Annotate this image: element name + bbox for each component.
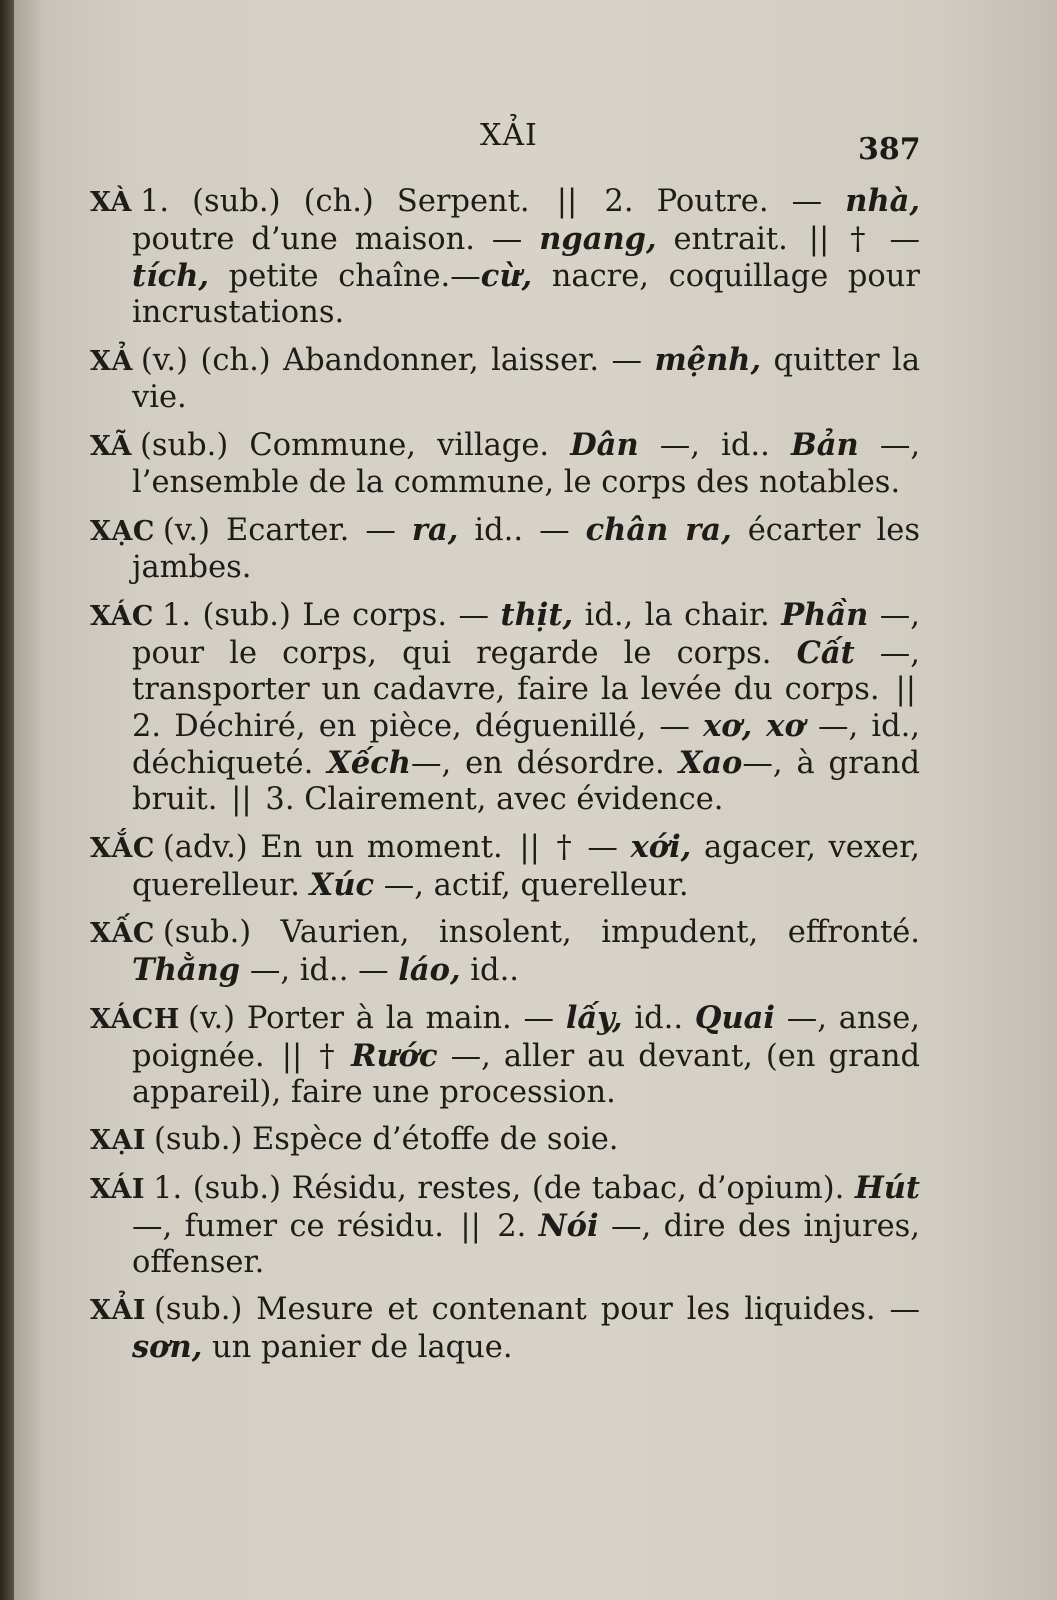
vietnamese-term: ra, [411,512,459,548]
vietnamese-term: sơn, [132,1329,203,1365]
definition-text: (sub.) Vaurien, insolent, impudent, effronté. [162,915,920,950]
definition-text: —, aller au devant, (en grand appareil), faire une procession. [132,1039,920,1110]
sense-separator: || [460,1209,481,1244]
definition-text: —, l’ensemble de la commune, le corps des notables. [132,428,921,500]
dictionary-entry [90,829,920,904]
vietnamese-term: ngang, [539,221,657,257]
definition-text: nacre, coquillage pour incrustations. [132,259,920,330]
definition-text: entrait. [656,222,805,257]
definition-text: (v.) Porter à la main. — [187,1001,566,1036]
entry-headword: XẮC [90,833,155,864]
vietnamese-term: thịt, [500,597,574,633]
sense-separator: || [519,830,540,865]
dictionary-entries [90,183,920,1377]
vietnamese-term: Xao [678,745,743,781]
dictionary-entry [90,1292,920,1366]
definition-text: poutre d’une maison. — [132,222,540,257]
book-spine-shadow [0,0,14,1600]
sense-separator: || [231,782,252,817]
definition-text: —, pour le corps, qui regarde le corps. [132,598,920,671]
sense-separator: || [808,222,830,257]
definition-text: —, id.. — [240,953,399,988]
definition-text: 2. Déchiré, en pièce, déguenillé, — [132,709,704,744]
vietnamese-term: xới, [630,829,692,865]
dictionary-entry [90,427,920,501]
definition-text: écarter les jambes. [132,513,920,585]
definition-text: (sub.) Commune, village. [139,428,571,463]
definition-text: 2. Poutre. — [581,184,846,219]
definition-text: (v.) Ecarter. — [162,513,412,548]
definition-text: agacer, vexer, querelleur. [132,830,920,903]
definition-text: petite chaîne.— [209,259,481,294]
dictionary-entry [90,512,920,586]
definition-text: 2. [484,1209,539,1244]
definition-text: —, dire des injures, offenser. [132,1209,920,1280]
vietnamese-term: Thằng [132,952,241,988]
entry-headword: XÁI [90,1174,146,1205]
vietnamese-term: Xúc [309,867,375,903]
definition-text: id., la chair. [573,598,782,633]
vietnamese-term: Hút [854,1170,920,1206]
definition-text: † — [833,222,920,257]
page-header [14,110,1057,167]
vietnamese-term: Nói [538,1208,599,1244]
definition-text: 1. (sub.) (ch.) Serpent. [139,184,553,219]
definition-text: —, anse, poignée. [132,1001,920,1074]
definition-text: id.. [460,953,519,988]
entry-headword: XÁC [90,601,154,632]
entry-headword: XÁCH [90,1004,180,1035]
definition-text: (v.) (ch.) Abandonner, laisser. — [140,343,655,378]
dictionary-entry [90,183,920,331]
definition-text: id.. [622,1001,695,1036]
vietnamese-term: lấy, [565,1000,623,1036]
definition-text: —, id., déchiqueté. [132,709,921,781]
definition-text: —, en désordre. [411,746,679,781]
definition-text: quitter la vie. [132,343,920,415]
entry-headword: XẢ [90,346,133,377]
definition-text: † [306,1039,352,1074]
dictionary-entry [90,597,920,818]
dictionary-entry [90,915,920,989]
definition-text: —, à grand bruit. [132,746,920,817]
definition-text: —, id.. [638,428,791,463]
dictionary-page [14,0,1057,1600]
vietnamese-term: Phần [781,597,869,633]
vietnamese-term: cừ, [480,258,533,294]
definition-text: un panier de laque. [202,1330,513,1365]
sense-separator: || [556,184,578,219]
vietnamese-term: mệnh, [654,342,762,378]
sense-separator: || [895,672,916,707]
dictionary-entry [90,342,920,416]
definition-text: —, transporter un cadavre, faire la levée du corps. [132,636,921,707]
vietnamese-term: nhà, [845,183,920,219]
vietnamese-term: Cất [796,635,855,671]
dictionary-entry [90,1122,920,1159]
entry-headword: XÃ [90,431,132,462]
definition-text: (sub.) Mesure et contenant pour les liquides. — [154,1292,920,1327]
running-head: XẢI [480,118,538,153]
vietnamese-term: tích, [132,258,210,294]
dictionary-entry [90,1000,920,1111]
dictionary-entry [90,1170,920,1281]
vietnamese-term: Quai [694,1000,775,1036]
vietnamese-term: Bản [790,427,859,463]
definition-text: 1. (sub.) Le corps. — [161,598,501,633]
vietnamese-term: xơ, xơ [703,708,805,744]
vietnamese-term: Xếch [327,745,411,781]
vietnamese-term: láo, [398,952,461,988]
definition-text: —, fumer ce résidu. [132,1209,457,1244]
entry-headword: XẠI [90,1125,147,1156]
entry-headword: XẠC [90,516,155,547]
definition-text: id.. — [458,513,586,548]
definition-text: † — [543,830,631,865]
sense-separator: || [281,1039,303,1074]
vietnamese-term: Rước [351,1038,438,1074]
vietnamese-term: chân ra, [585,512,732,548]
entry-headword: XẤC [90,918,155,949]
page-number: 387 [858,132,921,167]
definition-text: (sub.) Espèce d’étoffe de soie. [154,1122,619,1157]
definition-text: (adv.) En un moment. [162,830,516,865]
definition-text: 3. Clairement, avec évidence. [255,782,724,817]
definition-text: —, actif, querelleur. [374,868,689,903]
definition-text: 1. (sub.) Résidu, restes, (de tabac, d’opium). [153,1171,855,1206]
vietnamese-term: Dân [570,427,639,463]
entry-headword: XÀ [90,187,132,218]
entry-headword: XẢI [90,1295,147,1326]
